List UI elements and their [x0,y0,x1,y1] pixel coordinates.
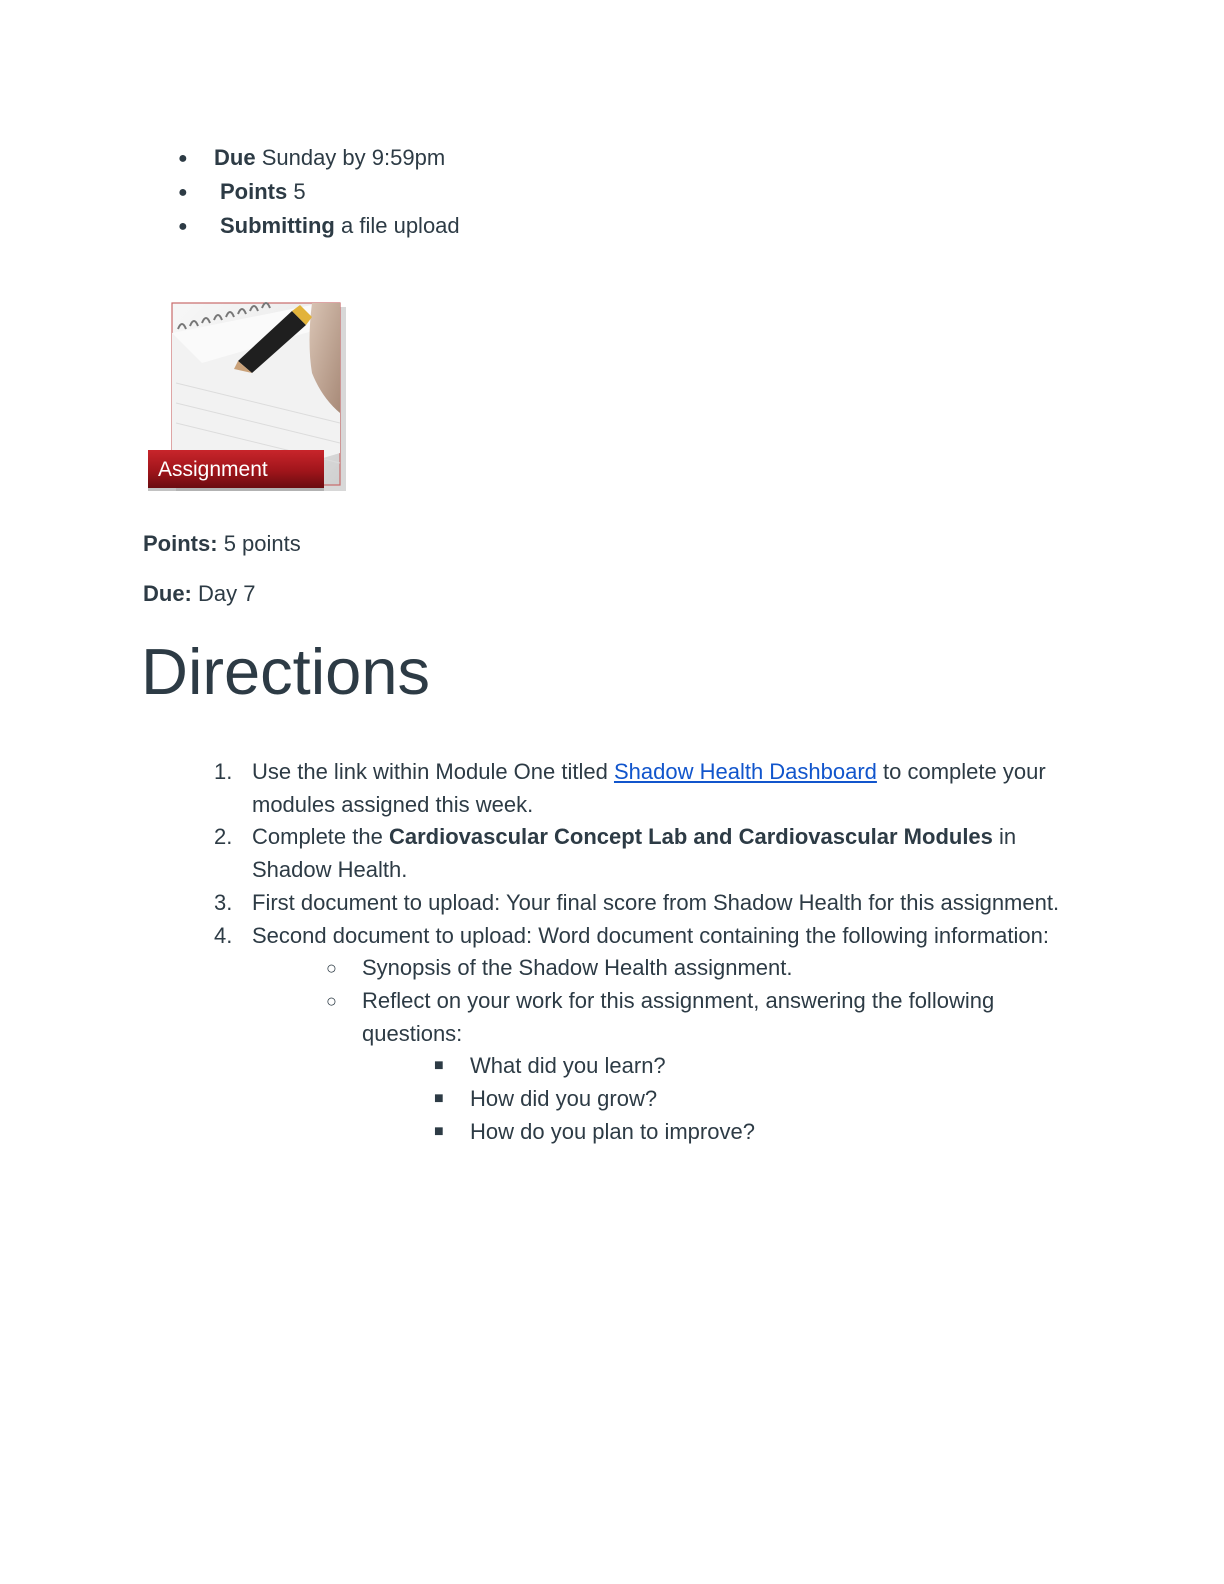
image-caption: Assignment [158,458,268,481]
meta-value: 5 [293,179,306,204]
sub-list-item [322,952,1072,985]
due-value: Day 7 [198,581,256,606]
question-item [430,1050,1072,1083]
meta-value: a file upload [341,213,460,238]
bullet-icon: ● [178,218,188,235]
meta-value: Sunday by 9:59pm [261,145,446,170]
item-number: 2. [214,824,233,850]
square-bullet-icon: ■ [434,1090,444,1108]
sub-list-item [322,985,1072,1149]
item-text: Second document to upload: Word document containing the following information: [252,922,1049,948]
item-text: Use the link within Module One titled [252,759,614,784]
meta-item-due [178,141,460,175]
due-label: Due: [143,581,192,606]
points-line [143,529,301,559]
list-item [212,756,1072,821]
list-item [212,821,1072,886]
points-value: 5 points [223,531,301,556]
bullet-icon: ● [178,184,188,201]
sub-list [322,952,1072,1148]
list-item [212,887,1072,920]
item-number: 3. [214,889,233,915]
item-text: to complete your modules assigned this week. [252,759,1046,817]
question-item [430,1116,1072,1149]
meta-label: Submitting [220,213,335,238]
item-text: Complete the [252,824,389,850]
sub-item-text: Reflect on your work for this assignment, answering the following questions: [362,987,995,1046]
due-line [143,579,256,609]
item-number: 4. [214,922,233,948]
circle-bullet-icon: ○ [326,990,337,1011]
meta-item-points [178,175,460,209]
item-number: 1. [214,759,233,784]
question-text: How do you plan to improve? [470,1118,755,1144]
meta-label: Due [214,145,256,170]
square-bullet-icon: ■ [434,1122,444,1140]
question-list [430,1050,1072,1148]
square-bullet-icon: ■ [434,1057,444,1075]
question-text: How did you grow? [470,1086,658,1112]
sub-item-text: Synopsis of the Shadow Health assignment. [362,955,793,981]
assignment-notepad-pencil-icon [146,300,348,496]
assignment-meta-list [178,141,460,243]
list-item [212,920,1072,1149]
shadow-health-dashboard-link[interactable]: Shadow Health Dashboard [613,759,877,784]
page-title: Directions [141,635,430,708]
question-item [430,1083,1072,1116]
meta-item-submitting [178,209,460,243]
circle-bullet-icon: ○ [326,958,337,979]
item-bold-text: Cardiovascular Concept Lab and Cardiovascular Modules [388,824,993,850]
item-text: in Shadow Health. [252,824,1017,883]
bullet-icon: ● [178,150,188,167]
item-text: First document to upload: Your final score from Shadow Health for this assignment. [252,889,1060,915]
points-label: Points: [143,531,218,556]
meta-label: Points [220,179,288,204]
question-text: What did you learn? [470,1053,666,1079]
directions-list [212,756,1072,1148]
